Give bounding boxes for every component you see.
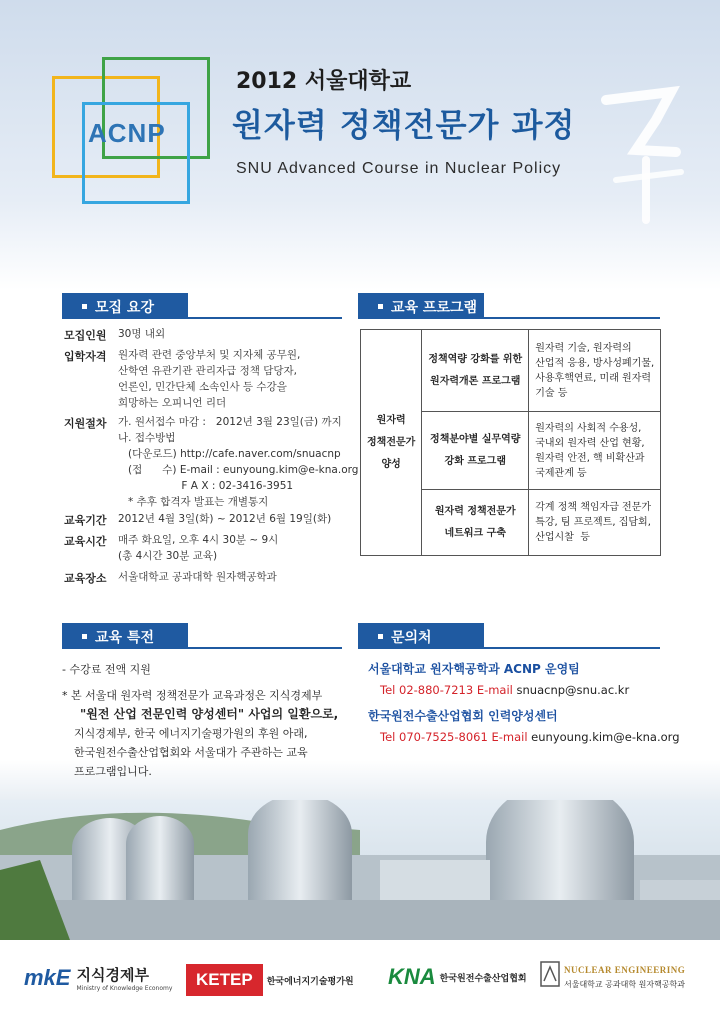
contact-line	[380, 683, 629, 697]
info-key: 교육기간	[64, 514, 107, 527]
program-desc: 원자력 기술, 원자력의 산업적 응용, 방사성폐기물, 사용후핵연료, 미래 원자력 기술 등	[529, 330, 661, 412]
ne-korean: 서울대학교 공과대학 원자핵공학과	[564, 980, 686, 989]
info-value: 매주 화요일, 오후 4시 30분 ~ 9시 (총 4시간 30분 교육)	[118, 534, 279, 562]
contact-heading-label: 문의처	[391, 630, 432, 646]
info-value: 30명 내외	[118, 328, 166, 340]
kna-logo	[388, 964, 527, 990]
mke-logo-mark: mkE	[24, 965, 71, 990]
tel-label: Tel	[380, 683, 396, 697]
info-key: 교육시간	[64, 535, 107, 548]
program-category: 원자력 정책전문가 양성	[361, 330, 422, 556]
program-heading-label: 교육 프로그램	[391, 300, 478, 316]
bullet-icon	[82, 634, 87, 639]
kna-korean: 한국원전수출산업협회	[439, 973, 527, 984]
feature-line: 프로그램입니다.	[74, 765, 152, 778]
program-name: 정책분야별 실무역량 강화 프로그램	[422, 412, 529, 490]
tel-number[interactable]: 070-7525-8061	[399, 730, 488, 744]
contact-line	[380, 730, 680, 744]
nuclear-plant-photo	[0, 800, 720, 940]
ketep-korean: 한국에너지기술평가원	[266, 976, 354, 987]
recruitment-heading-label: 모집 요강	[95, 300, 154, 316]
mail-label: E-mail	[491, 730, 528, 744]
divider	[62, 317, 342, 319]
program-heading	[358, 293, 484, 319]
year-title: 2012 서울대학교	[236, 69, 412, 94]
main-title: 원자력 정책전문가 과정	[232, 106, 576, 144]
info-value: 2012년 4월 3일(화) ~ 2012년 6월 19일(화)	[118, 513, 332, 525]
ne-title: NUCLEAR ENGINEERING	[564, 965, 686, 975]
features-heading-label: 교육 특전	[95, 630, 154, 646]
feature-line: 한국원전수출산업협회와 서울대가 주관하는 교육	[74, 746, 308, 759]
program-desc: 각계 정책 책임자급 전문가 특강, 팀 프로젝트, 집담회, 산업시찰 등	[529, 490, 661, 556]
bullet-icon	[378, 634, 383, 639]
program-table	[360, 329, 661, 556]
feature-line: * 본 서울대 원자력 정책전문가 교육과정은 지식경제부	[62, 689, 323, 702]
recruitment-heading	[62, 293, 188, 319]
ketep-logo	[186, 964, 354, 996]
features-heading	[62, 623, 188, 649]
mke-subtitle: Ministry of Knowledge Economy	[76, 985, 173, 992]
divider	[62, 647, 342, 649]
info-value: 서울대학교 공과대학 원자핵공학과	[118, 571, 277, 583]
info-key: 입학자격	[64, 350, 107, 363]
divider	[358, 647, 660, 649]
table-row	[361, 330, 661, 412]
english-title: SNU Advanced Course in Nuclear Policy	[236, 160, 562, 177]
info-key: 지원절차	[64, 417, 107, 430]
info-key: 교육장소	[64, 572, 107, 585]
info-value: 원자력 관련 중앙부처 및 지자체 공무원, 산학연 유관기관 관리자급 정책 담당자, 언론인, 민간단체 소속인사 등 수강을 희망하는 오피니언 리더	[118, 349, 301, 409]
mail-address[interactable]: snuacnp@snu.ac.kr	[516, 683, 630, 697]
ketep-logo-mark: KETEP	[186, 964, 263, 996]
divider	[358, 317, 660, 319]
tel-label: Tel	[380, 730, 396, 744]
contact-heading	[358, 623, 484, 649]
ne-logo	[540, 958, 685, 990]
mail-address[interactable]: eunyoung.kim@e-kna.org	[531, 730, 680, 744]
program-desc: 원자력의 사회적 수용성, 국내외 원자력 산업 현황, 원자력 안전, 핵 비확산과 국제관계 등	[529, 412, 661, 490]
bullet-icon	[82, 304, 87, 309]
feature-line: "원전 산업 전문인력 양성센터" 사업의 일환으로,	[80, 707, 339, 721]
mail-label: E-mail	[476, 683, 513, 697]
bullet-icon	[378, 304, 383, 309]
info-key: 모집인원	[64, 329, 107, 342]
acnp-logo: ACNP	[88, 118, 166, 148]
program-name: 원자력 정책전문가 네트워크 구축	[422, 490, 529, 556]
contact-org-name: 한국원전수출산업협회 인력양성센터	[368, 709, 558, 723]
info-value: 가. 원서접수 마감 : 2012년 3월 23일(금) 까지 나. 접수방법 (다운로드) http://cafe.naver.com/snuacnp (접 수) E-mail : eunyoung.kim@e-kna.org F A X : 02-3416-3951 * 추후 합격자 발표는 개별통지	[118, 416, 359, 508]
mke-logo	[24, 964, 172, 992]
footer-logos	[0, 940, 720, 1019]
contact-org-name: 서울대학교 원자핵공학과 ACNP 운영팀	[368, 662, 580, 676]
mke-korean: 지식경제부	[76, 966, 149, 984]
kna-logo-mark: KNA	[388, 964, 436, 989]
tel-number[interactable]: 02-880-7213	[399, 683, 474, 697]
decorative-calligraphy-icon	[586, 60, 696, 230]
feature-line: - 수강료 전액 지원	[62, 663, 151, 676]
program-name: 정책역량 강화를 위한 원자력개론 프로그램	[422, 330, 529, 412]
feature-line: 지식경제부, 한국 에너지기술평가원의 후원 아래,	[74, 727, 308, 740]
snu-emblem-icon	[540, 961, 560, 987]
